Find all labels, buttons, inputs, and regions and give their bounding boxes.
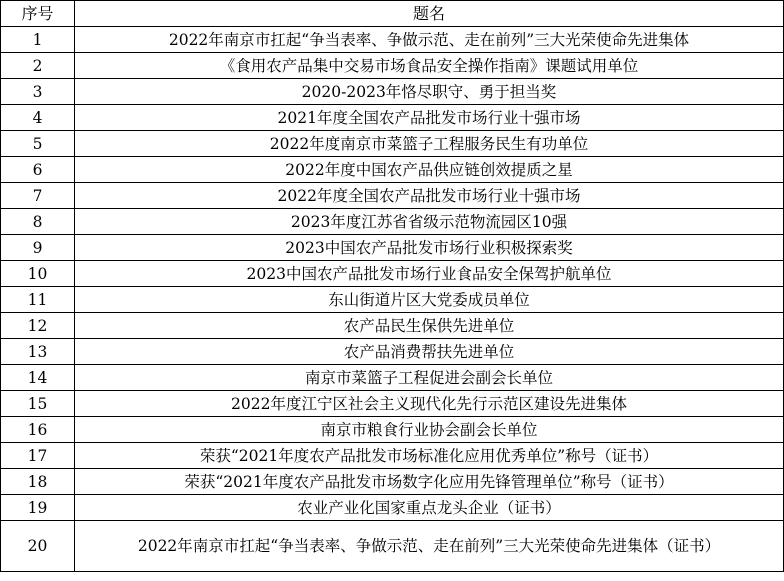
row-title: 《食用农产品集中交易市场食品安全操作指南》课题试用单位 — [75, 53, 784, 79]
row-number: 16 — [1, 417, 75, 443]
row-number: 17 — [1, 443, 75, 469]
row-title: 2022年度中国农产品供应链创效提质之星 — [75, 157, 784, 183]
table-row — [1, 183, 784, 209]
table-row — [1, 261, 784, 287]
table-row — [1, 443, 784, 469]
row-title: 农产品民生保供先进单位 — [75, 313, 784, 339]
row-number: 19 — [1, 495, 75, 521]
table-row — [1, 53, 784, 79]
table-row — [1, 287, 784, 313]
row-title: 2022年度全国农产品批发市场行业十强市场 — [75, 183, 784, 209]
row-title: 荣获“2021年度农产品批发市场数字化应用先锋管理单位”称号（证书） — [75, 469, 784, 495]
row-title: 2023年度江苏省省级示范物流园区10强 — [75, 209, 784, 235]
row-title: 农业产业化国家重点龙头企业（证书） — [75, 495, 784, 521]
table-row — [1, 313, 784, 339]
row-number: 5 — [1, 131, 75, 157]
row-number: 2 — [1, 53, 75, 79]
table-row — [1, 79, 784, 105]
header-title: 题名 — [75, 1, 784, 27]
row-number: 1 — [1, 27, 75, 53]
row-title: 荣获“2021年度农产品批发市场标准化应用优秀单位”称号（证书） — [75, 443, 784, 469]
row-number: 12 — [1, 313, 75, 339]
row-number: 7 — [1, 183, 75, 209]
row-number: 14 — [1, 365, 75, 391]
row-number: 6 — [1, 157, 75, 183]
row-number: 10 — [1, 261, 75, 287]
row-number: 15 — [1, 391, 75, 417]
row-title: 农产品消费帮扶先进单位 — [75, 339, 784, 365]
table-row — [1, 495, 784, 521]
row-number: 18 — [1, 469, 75, 495]
table-row — [1, 105, 784, 131]
row-title: 南京市粮食行业协会副会长单位 — [75, 417, 784, 443]
header-row — [1, 1, 784, 27]
row-number: 8 — [1, 209, 75, 235]
table-row — [1, 391, 784, 417]
row-title: 2022年南京市扛起“争当表率、争做示范、走在前列”三大光荣使命先进集体 — [75, 27, 784, 53]
row-number: 3 — [1, 79, 75, 105]
table-row — [1, 131, 784, 157]
row-title: 2021年度全国农产品批发市场行业十强市场 — [75, 105, 784, 131]
row-title: 2023中国农产品批发市场行业食品安全保驾护航单位 — [75, 261, 784, 287]
row-number: 11 — [1, 287, 75, 313]
table-row — [1, 235, 784, 261]
row-title: 2022年度江宁区社会主义现代化先行示范区建设先进集体 — [75, 391, 784, 417]
table-row — [1, 209, 784, 235]
table-row — [1, 339, 784, 365]
row-title: 2022年度南京市菜篮子工程服务民生有功单位 — [75, 131, 784, 157]
table-row — [1, 27, 784, 53]
row-title: 南京市菜篮子工程促进会副会长单位 — [75, 365, 784, 391]
row-number: 20 — [1, 521, 75, 572]
header-serial-number: 序号 — [1, 1, 75, 27]
row-title: 2020-2023年恪尽职守、勇于担当奖 — [75, 79, 784, 105]
table-row — [1, 521, 784, 572]
row-number: 9 — [1, 235, 75, 261]
table-row — [1, 469, 784, 495]
row-title: 东山街道片区大党委成员单位 — [75, 287, 784, 313]
row-number: 13 — [1, 339, 75, 365]
table-row — [1, 417, 784, 443]
table-row — [1, 157, 784, 183]
table-row — [1, 365, 784, 391]
row-title: 2023中国农产品批发市场行业积极探索奖 — [75, 235, 784, 261]
row-title: 2022年南京市扛起“争当表率、争做示范、走在前列”三大光荣使命先进集体（证书） — [75, 521, 784, 572]
row-number: 4 — [1, 105, 75, 131]
